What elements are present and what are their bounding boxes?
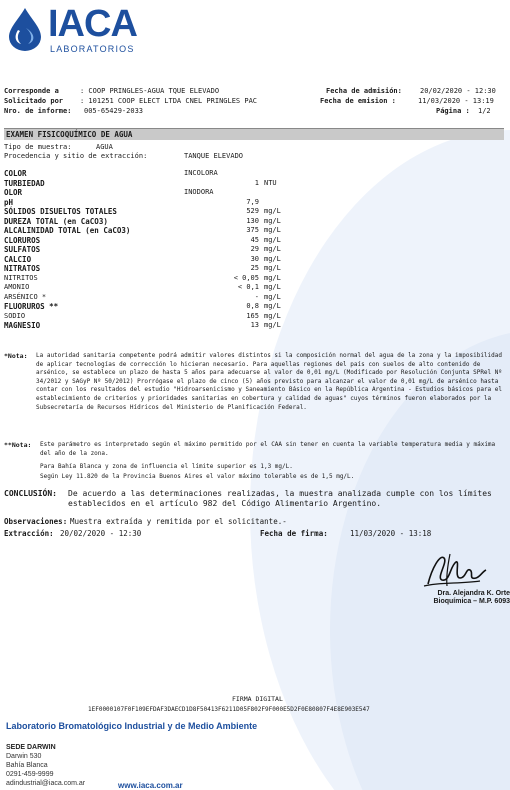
result-unit: mg/L xyxy=(264,245,281,253)
result-row xyxy=(4,293,304,303)
fecha-firma-label: Fecha de firma: xyxy=(260,529,328,538)
footer-phone: 0291-459-9999 xyxy=(6,771,54,778)
conclusion-label: CONCLUSIÓN: xyxy=(4,489,57,498)
water-drop-icon xyxy=(6,6,44,52)
result-row xyxy=(4,245,304,255)
result-parameter: SULFATOS xyxy=(4,245,41,254)
footer-email[interactable]: adindustrial@iaca.com.ar xyxy=(6,780,86,787)
result-row xyxy=(4,198,304,208)
result-unit: mg/L xyxy=(264,273,281,282)
footer-address1: Darwin 530 xyxy=(6,753,42,760)
result-unit: mg/L xyxy=(264,207,281,215)
extraccion-label: Extracción: xyxy=(4,529,54,538)
result-row xyxy=(4,179,304,189)
result-parameter: OLOR xyxy=(4,188,23,197)
result-parameter: COLOR xyxy=(4,169,27,178)
result-parameter: AMONIO xyxy=(4,283,30,291)
result-text-value: INCOLORA xyxy=(184,169,218,177)
footer-website-link[interactable]: www.iaca.com.ar xyxy=(118,781,183,790)
result-value: 130 xyxy=(246,216,259,225)
result-row xyxy=(4,236,304,246)
result-row xyxy=(4,169,304,179)
solicitado-value: : 101251 COOP ELECT LTDA CNEL PRINGLES PAC xyxy=(80,97,258,105)
procedencia-value: TANQUE ELEVADO xyxy=(184,152,244,160)
result-parameter: SÓLIDOS DISUELTOS TOTALES xyxy=(4,207,117,216)
result-parameter: CLORUROS xyxy=(4,235,41,245)
result-parameter: CALCIO xyxy=(4,254,32,264)
result-row xyxy=(4,274,304,284)
note2-line3: Según Ley 11.820 de la Provincia Buenos Aires el valor máximo tolerable es de 1,5 mg/L. xyxy=(40,473,355,480)
result-unit: mg/L xyxy=(264,235,281,244)
signer-title: Bioquímica – M.P. 6093 xyxy=(433,598,510,605)
firma-digital-label: FIRMA DIGITAL xyxy=(232,695,283,703)
result-value: 529 xyxy=(246,207,259,215)
corresponde-label: Corresponde a xyxy=(4,87,59,95)
result-parameter: ALCALINIDAD TOTAL (en CaCO3) xyxy=(4,226,131,235)
footer-lab-name: Laboratorio Bromatológico Industrial y de Medio Ambiente xyxy=(6,721,258,731)
result-value: - xyxy=(254,292,259,301)
informe-value: 005-65429-2033 xyxy=(84,107,144,115)
tipo-value: AGUA xyxy=(96,143,113,151)
result-row xyxy=(4,321,304,331)
result-unit: mg/L xyxy=(264,302,281,310)
result-value: 45 xyxy=(250,235,259,244)
emision-value: 11/03/2020 - 13:19 xyxy=(418,97,494,105)
result-unit: mg/L xyxy=(264,254,281,263)
observaciones-value: Muestra extraída y remitida por el solicitante.- xyxy=(70,517,287,526)
results-table xyxy=(4,169,304,331)
result-value: 0,8 xyxy=(246,302,259,310)
result-parameter: SODIO xyxy=(4,311,26,320)
result-value: 7,9 xyxy=(246,197,259,206)
procedencia-label: Procedencia y sitio de extracción: xyxy=(4,152,148,160)
result-row xyxy=(4,283,304,293)
corresponde-value: : COOP PRINGLES-AGUA TQUE ELEVADO xyxy=(80,87,220,95)
result-parameter: ARSÉNICO * xyxy=(4,292,47,301)
result-row xyxy=(4,207,304,217)
solicitado-label: Solicitado por xyxy=(4,97,64,105)
footer-address2: Bahía Blanca xyxy=(6,762,48,769)
pagina-value: 1/2 xyxy=(478,107,491,115)
result-unit: mg/L xyxy=(264,226,281,234)
result-unit: mg/L xyxy=(264,283,281,291)
extraccion-value: 20/02/2020 - 12:30 xyxy=(60,529,142,538)
conclusion-text: De acuerdo a las determinaciones realizadas, la muestra analizada cumple con los límites establecidos en el artículo 982 del Código Alimentario Argentino. xyxy=(68,489,492,508)
note1-text: La autoridad sanitaria competente podrá admitir valores distintos si la composición normal del agua de la zona y la imposibilidad de aplicar tecnologías de corrección lo hicieran necesario. Para aquellas regiones del país con suelos de alto contenido de arsénico, se establece un plazo de hasta 5 años para adecuarse al valor de 0,01 mg/L (Modificado por Resolución Conjunta SPRel Nº 34/2012 y SAGyP Nº 50/2012) Prorrógase el plazo de cinco (5) años previsto para alcanzar el valor de 0,01 mg/L de arsénico hasta contar con los resultados del estudio "Hidroarsenicismo y Saneamiento Básico en la República Argentina - Estudios básicos para el establecimiento de criterios y prioridades sanitarias en cobertura y calidad de aguas" cuyos términos fueron elaborados por la Subsecretaría de Recursos Hídricos del Ministerio de Planificación Federal. xyxy=(36,352,502,411)
tipo-label: Tipo de muestra: xyxy=(4,143,72,151)
result-row xyxy=(4,217,304,227)
result-value: 375 xyxy=(246,226,259,234)
footer-sede: SEDE DARWIN xyxy=(6,744,56,751)
result-value: < 0,1 xyxy=(237,283,259,291)
firma-digital-hash: 1EF0000107F0F109EFDAF3DAECD1D8F50413F6211D05F802F9F000E5D2F0E80807F4E8E903E547 xyxy=(88,706,370,713)
iaca-logo xyxy=(6,4,156,56)
observaciones-label: Observaciones: xyxy=(4,517,68,526)
informe-label: Nro. de informe: xyxy=(4,107,72,115)
result-value: 13 xyxy=(250,321,259,329)
logo-wordmark: IACA xyxy=(48,3,137,45)
pagina-label: Página : xyxy=(436,107,470,115)
admision-label: Fecha de admisión: xyxy=(326,87,402,95)
result-value: 25 xyxy=(250,264,259,272)
result-row xyxy=(4,226,304,236)
result-row xyxy=(4,255,304,265)
result-row xyxy=(4,188,304,198)
logo-subtitle: LABORATORIOS xyxy=(50,44,135,54)
result-unit: mg/L xyxy=(264,216,281,225)
result-unit: mg/L xyxy=(264,264,281,272)
result-parameter: TURBIEDAD xyxy=(4,178,45,188)
result-value: 1 xyxy=(254,178,259,187)
section-title-bar: EXAMEN FISICOQUÍMICO DE AGUA xyxy=(4,128,504,140)
result-row xyxy=(4,264,304,274)
result-parameter: FLUORUROS ** xyxy=(4,302,59,311)
result-parameter: MAGNESIO xyxy=(4,321,41,330)
note2-line2: Para Bahía Blanca y zona de influencia el límite superior es 1,3 mg/L. xyxy=(40,463,293,470)
result-row xyxy=(4,312,304,322)
result-unit: NTU xyxy=(264,178,277,187)
emision-label: Fecha de emision : xyxy=(320,97,396,105)
signer-name: Dra. Alejandra K. Orte xyxy=(437,590,510,597)
result-value: 30 xyxy=(250,254,259,263)
result-unit: mg/L xyxy=(264,321,281,329)
result-unit: mg/L xyxy=(264,292,281,301)
result-row xyxy=(4,302,304,312)
result-parameter: NITRITOS xyxy=(4,273,38,282)
result-text-value: INODORA xyxy=(184,188,214,196)
handwritten-signature xyxy=(420,548,490,590)
result-unit: mg/L xyxy=(264,311,281,320)
result-value: 29 xyxy=(250,245,259,253)
note1-label: *Nota: xyxy=(4,352,28,360)
result-value: < 0,05 xyxy=(233,273,259,282)
note2-line1: Este parámetro es interpretado según el máximo permitido por el CAA sin tener en cuenta la variable temperatura media y máxima del año de la zona. xyxy=(40,441,496,457)
result-parameter: DUREZA TOTAL (en CaCO3) xyxy=(4,216,108,226)
note2-label: **Nota: xyxy=(4,441,32,449)
result-value: 165 xyxy=(246,311,259,320)
result-parameter: NITRATOS xyxy=(4,264,41,273)
result-parameter: pH xyxy=(4,197,14,207)
admision-value: 20/02/2020 - 12:30 xyxy=(420,87,496,95)
fecha-firma-value: 11/03/2020 - 13:18 xyxy=(350,529,432,538)
footer-address xyxy=(6,743,85,788)
